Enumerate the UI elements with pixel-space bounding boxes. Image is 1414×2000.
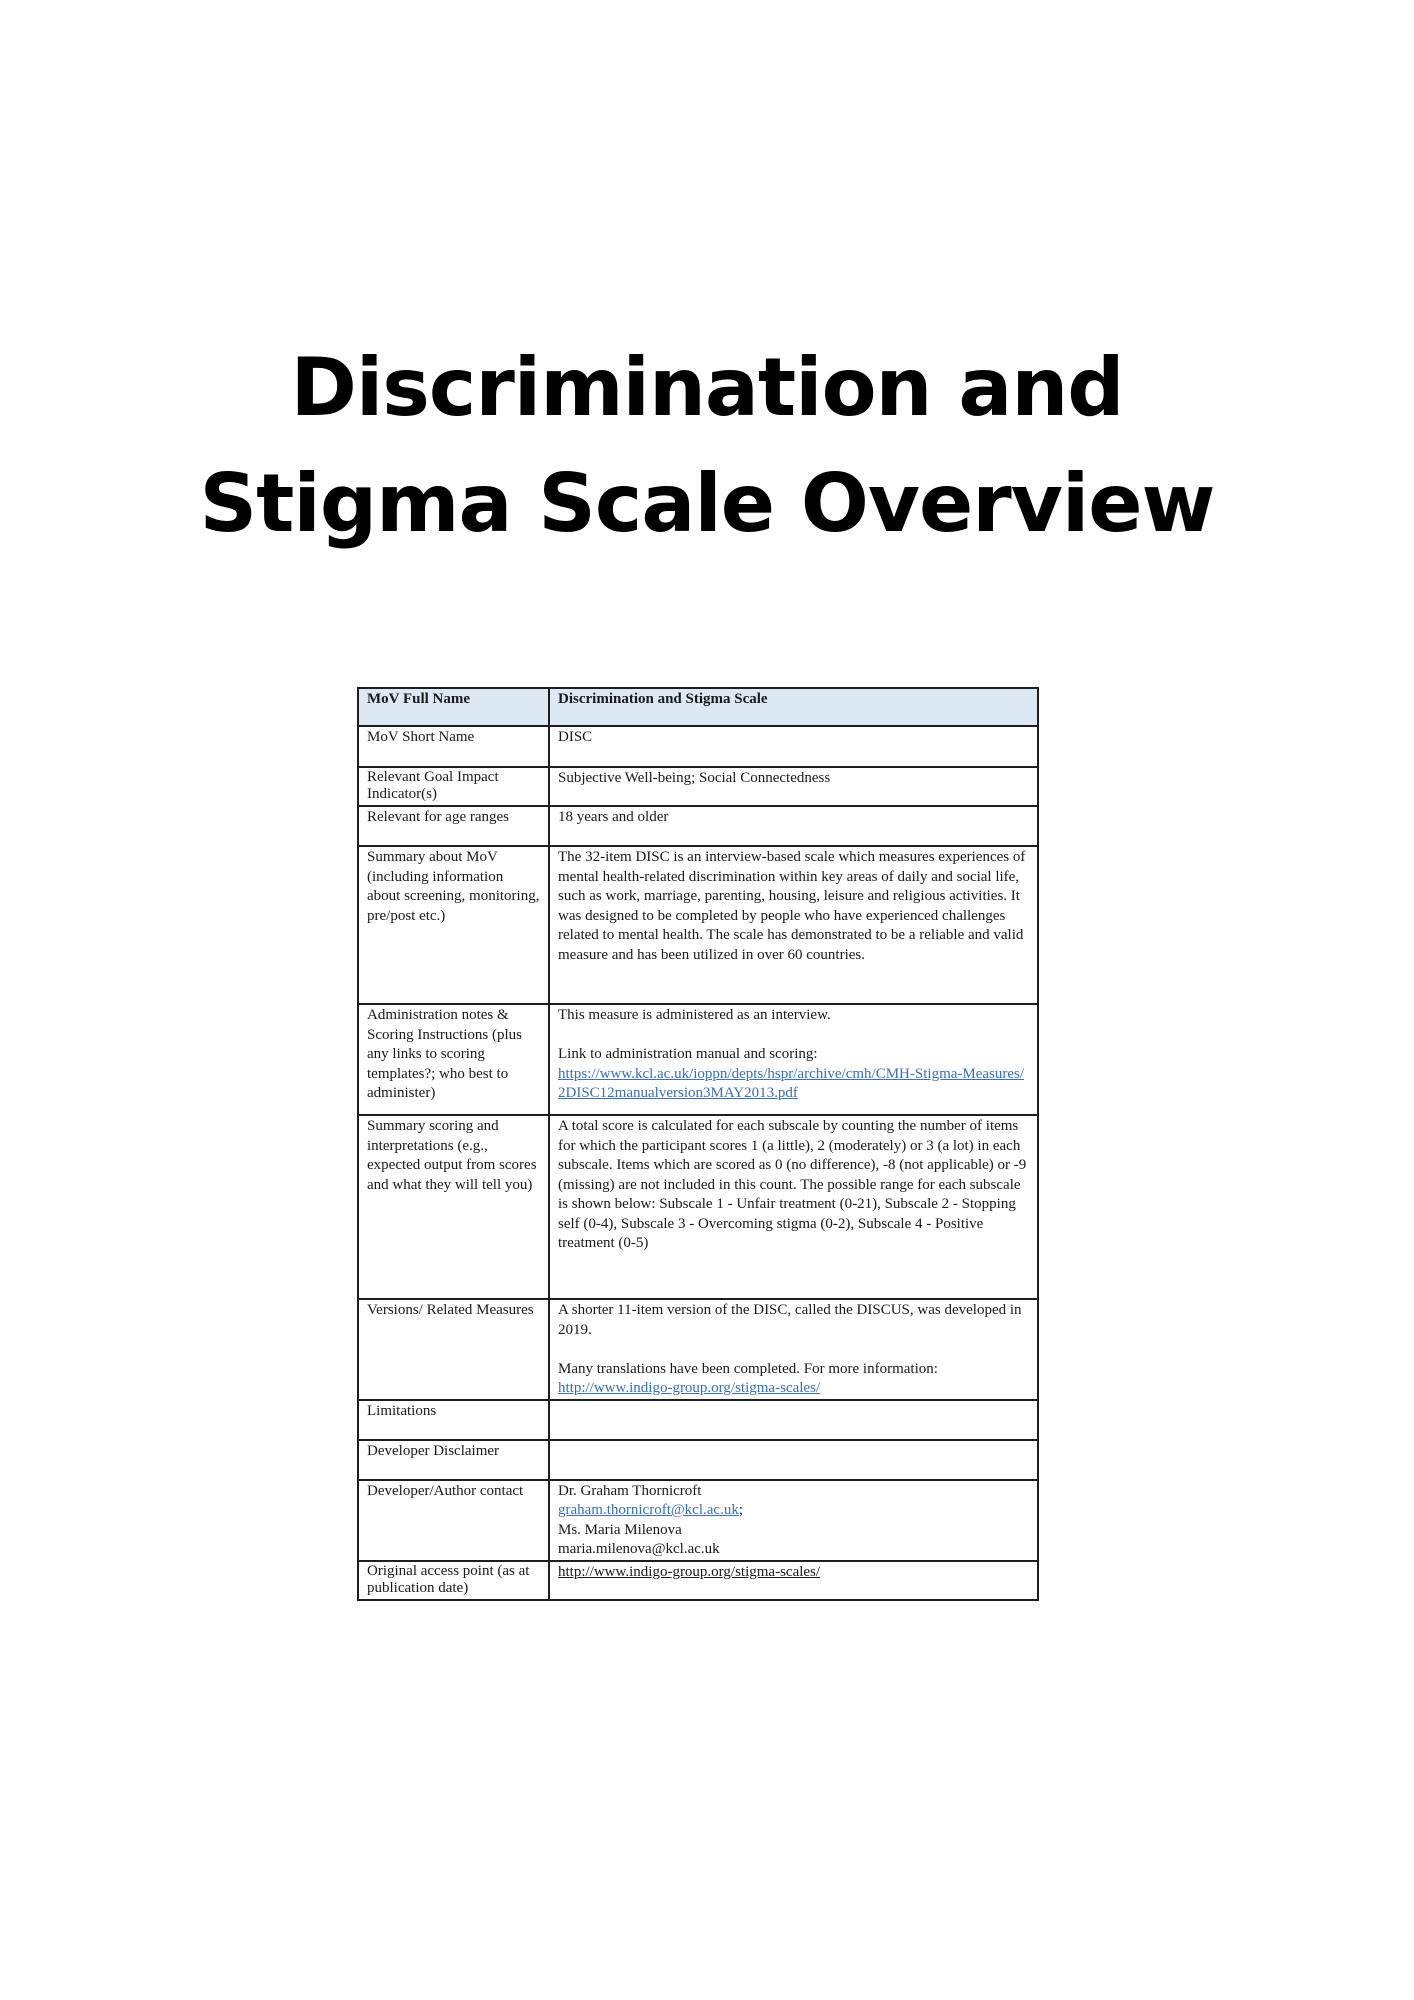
mov-overview-table [357, 687, 1039, 1601]
table-row [358, 846, 1038, 1004]
header-key: MoV Full Name [358, 688, 549, 726]
header-value: Discrimination and Stigma Scale [549, 688, 1038, 726]
developer-name-1: Dr. Graham Thornicroft [558, 1482, 702, 1499]
row-key: Summary about MoV (including information about screening, monitoring, pre/post etc.) [358, 846, 549, 1004]
table-row [358, 1440, 1038, 1480]
row-key: Relevant Goal Impact Indicator(s) [358, 767, 549, 806]
row-value [549, 1004, 1038, 1115]
row-key: Relevant for age ranges [358, 806, 549, 846]
developer-email-1-link[interactable]: graham.thornicroft@kcl.ac.uk [558, 1502, 739, 1518]
row-key: Summary scoring and interpretations (e.g., expected output from scores and what they will tell you) [358, 1115, 549, 1299]
title-line-2: Stigma Scale Overview [199, 456, 1215, 550]
developer-email-2: maria.milenova@kcl.ac.uk [558, 1541, 720, 1557]
original-access-link[interactable]: http://www.indigo-group.org/stigma-scales/ [558, 1563, 821, 1580]
table-row [358, 806, 1038, 846]
table-row [358, 767, 1038, 806]
title-line-1: Discrimination and [290, 340, 1124, 434]
row-key: Versions/ Related Measures [358, 1299, 549, 1400]
table-row [358, 1299, 1038, 1400]
translations-text: Many translations have been completed. For more information: [558, 1360, 938, 1377]
indigo-link[interactable]: http://www.indigo-group.org/stigma-scales/ [558, 1380, 821, 1396]
row-value [549, 1440, 1038, 1480]
row-key: Developer Disclaimer [358, 1440, 549, 1480]
row-value: DISC [549, 726, 1038, 767]
table-header-row [358, 688, 1038, 726]
developer-name-2: Ms. Maria Milenova [558, 1521, 682, 1538]
row-key: Developer/Author contact [358, 1480, 549, 1561]
row-value [549, 1561, 1038, 1600]
table-row [358, 1480, 1038, 1561]
table-row [358, 1561, 1038, 1600]
admin-link-label: Link to administration manual and scoring: [558, 1046, 818, 1062]
row-key: Limitations [358, 1400, 549, 1440]
table-row [358, 1400, 1038, 1440]
row-key: Original access point (as at publication date) [358, 1561, 549, 1600]
spacer [558, 1340, 1029, 1360]
row-value [549, 1299, 1038, 1400]
admin-text: This measure is administered as an interview. [558, 1007, 831, 1023]
table-row [358, 726, 1038, 767]
spacer [558, 1026, 1029, 1046]
row-key: MoV Short Name [358, 726, 549, 767]
developer-email-1-wrap [558, 1501, 1029, 1521]
row-value: Subjective Well-being; Social Connectedness [549, 767, 1038, 806]
row-value: 18 years and older [549, 806, 1038, 846]
versions-text: A shorter 11-item version of the DISC, called the DISCUS, was developed in 2019. [558, 1302, 1022, 1338]
row-value: A total score is calculated for each subscale by counting the number of items for which the participant scores 1 (a little), 2 (moderately) or 3 (a lot) in each subscale. Items which are scored as 0 (no difference), -8 (not applicable) or -9 (missing) are not included in this count. The possible range for each subscale is shown below: Subscale 1 - Unfair treatment (0-21), Subscale 2 - Stopping self (0-4), Subscale 3 - Overcoming stigma (0-2), Subscale 4 - Positive treatment (0-5) [549, 1115, 1038, 1299]
row-value [549, 1480, 1038, 1561]
page-title [0, 330, 1414, 562]
row-key: Administration notes & Scoring Instructions (plus any links to scoring templates?; who best to administer) [358, 1004, 549, 1115]
admin-manual-link[interactable]: https://www.kcl.ac.uk/ioppn/depts/hspr/archive/cmh/CMH-Stigma-Measures/2DISC12manualversion3MAY2013.pdf [558, 1065, 1025, 1101]
table-row [358, 1115, 1038, 1299]
row-value: The 32-item DISC is an interview-based scale which measures experiences of mental health-related discrimination within key areas of daily and social life, such as work, marriage, parenting, housing, leisure and religious activities. It was designed to be completed by people who have experienced challenges related to mental health. The scale has demonstrated to be a reliable and valid measure and has been utilized in over 60 countries. [549, 846, 1038, 1004]
table-row [358, 1004, 1038, 1115]
row-value [549, 1400, 1038, 1440]
email-separator: ; [738, 1502, 743, 1518]
